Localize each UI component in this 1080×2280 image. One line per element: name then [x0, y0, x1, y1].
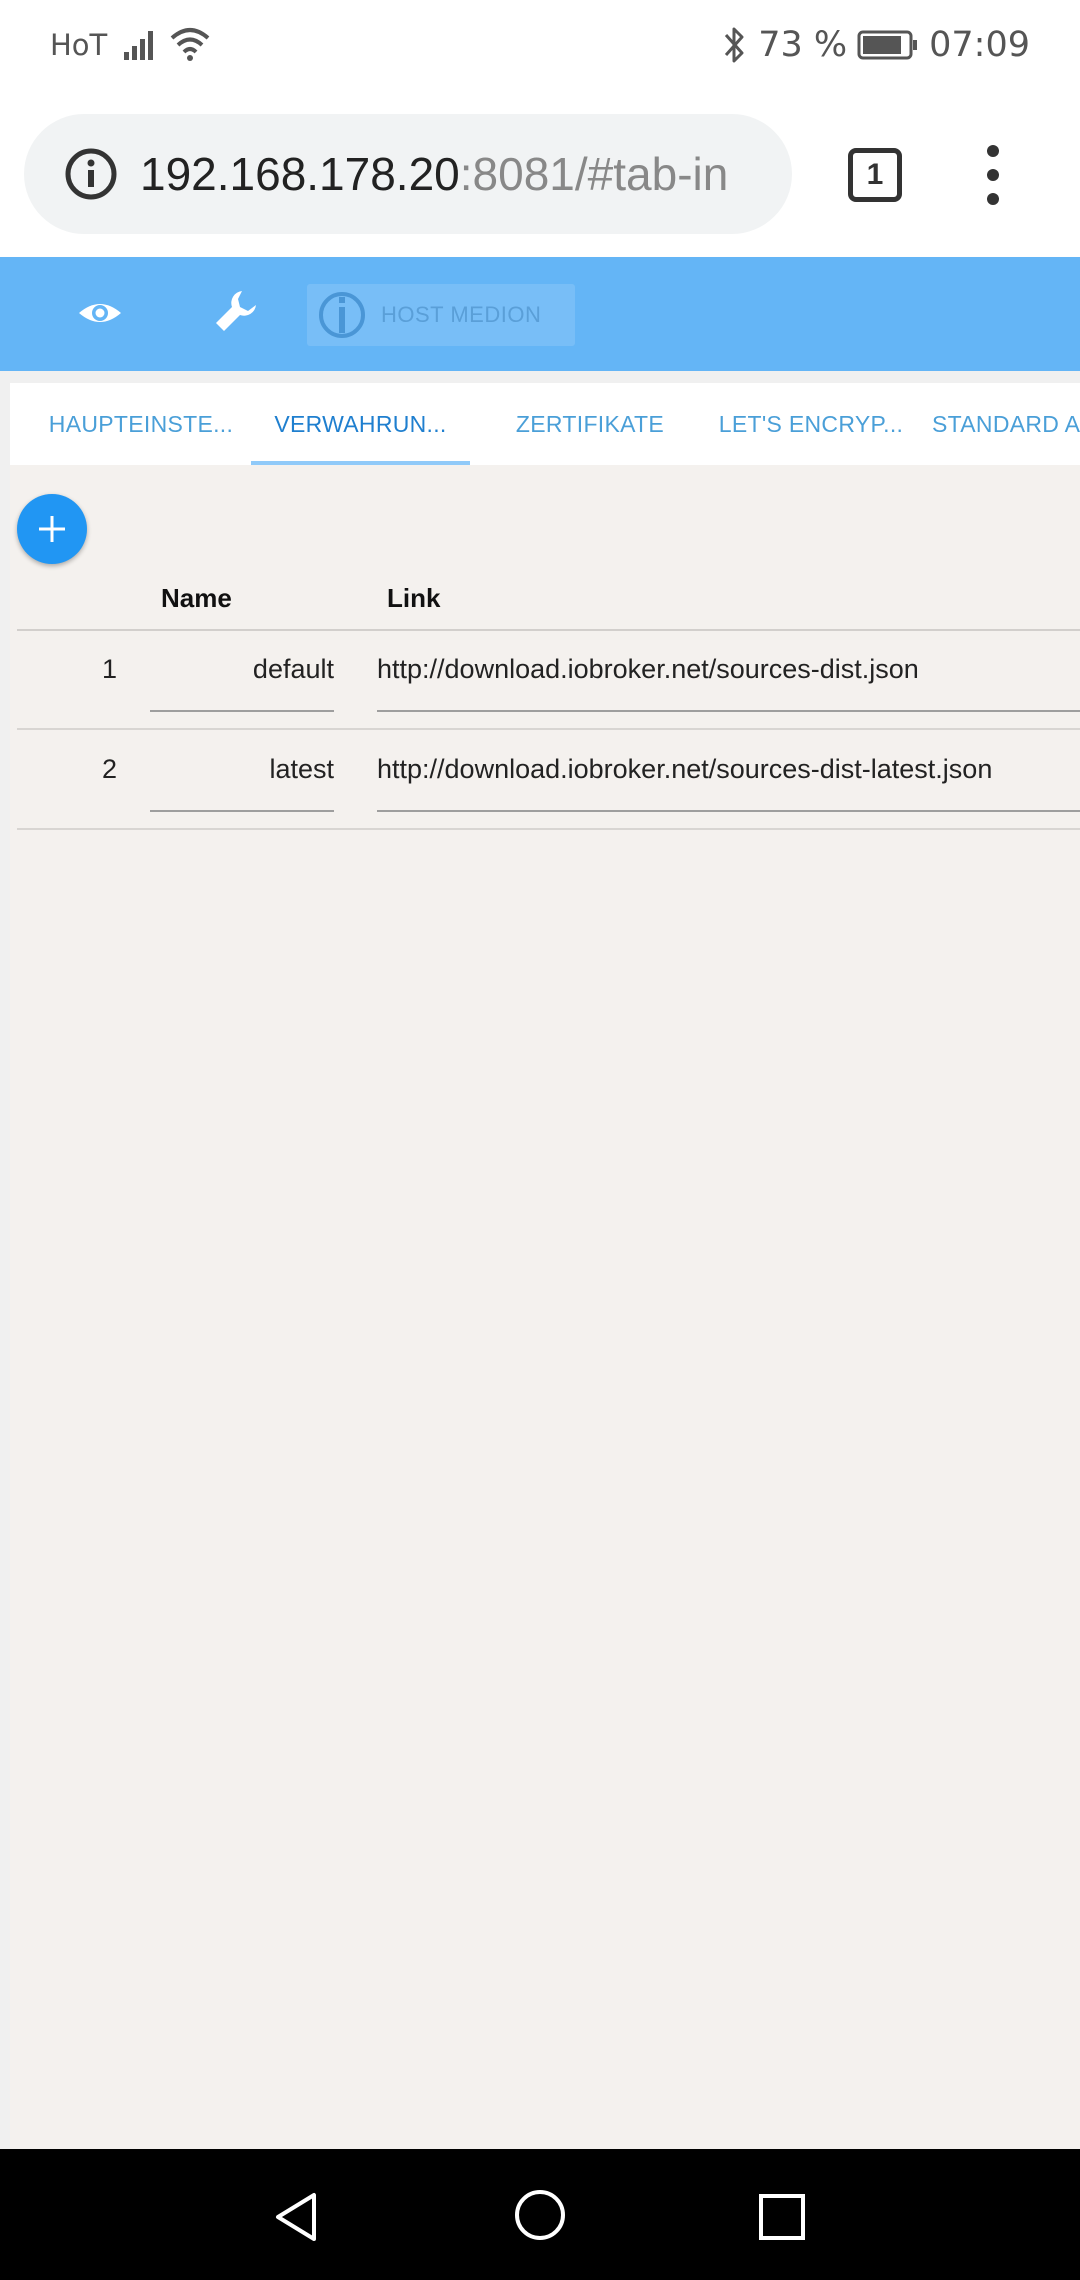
repo-name-field[interactable]: default — [252, 654, 334, 684]
tab-bar — [10, 383, 1080, 465]
table-row — [17, 630, 1080, 730]
back-icon[interactable] — [270, 2189, 326, 2245]
settings-panel — [10, 383, 1080, 2149]
battery-icon — [857, 29, 919, 61]
signal-icon — [122, 26, 158, 62]
eye-icon[interactable] — [76, 289, 124, 337]
info-icon[interactable] — [64, 147, 118, 201]
tab-zertifikate[interactable]: ZERTIFIKATE — [515, 410, 665, 437]
plus-icon — [37, 514, 67, 544]
url-text[interactable] — [140, 147, 728, 201]
wifi-icon — [168, 24, 212, 64]
column-header-name: Name — [161, 583, 232, 613]
url-host: 192.168.178.20 — [140, 148, 460, 200]
carrier-label: HoT — [50, 28, 108, 62]
battery-percent: 73 % — [758, 25, 848, 65]
app-toolbar — [0, 257, 1080, 371]
main-content — [0, 371, 1080, 2149]
status-right — [720, 22, 1030, 68]
tab-standard[interactable]: STANDARD A — [932, 410, 1080, 437]
tab-haupteinstellungen[interactable]: HAUPTEINSTE... — [48, 410, 234, 437]
row-number: 2 — [101, 754, 117, 784]
system-nav-bar — [0, 2149, 1080, 2280]
browser-toolbar — [0, 92, 1080, 257]
name-field-underline — [150, 810, 334, 812]
repo-link-field[interactable]: http://download.iobroker.net/sources-dist-latest.json — [377, 754, 993, 784]
url-path: :8081/#tab-in — [459, 148, 729, 200]
table-row — [17, 730, 1080, 830]
iobroker-logo-icon — [317, 290, 367, 340]
overflow-menu-icon[interactable] — [978, 142, 1008, 208]
row-divider — [17, 828, 1080, 830]
clock: 07:09 — [929, 25, 1030, 65]
address-bar[interactable] — [24, 114, 792, 234]
tab-switcher-button[interactable]: 1 — [848, 148, 902, 202]
recent-apps-icon[interactable] — [754, 2189, 810, 2245]
wrench-icon[interactable] — [212, 287, 260, 339]
host-label: HOST MEDION — [381, 302, 542, 327]
host-selector[interactable] — [307, 284, 575, 346]
link-field-underline — [377, 710, 1080, 712]
row-number: 1 — [101, 654, 117, 684]
tab-lets-encrypt[interactable]: LET'S ENCRYP... — [718, 410, 904, 437]
repo-link-field[interactable]: http://download.iobroker.net/sources-dist.json — [377, 654, 919, 684]
name-field-underline — [150, 710, 334, 712]
repo-name-field[interactable]: latest — [269, 754, 334, 784]
home-icon[interactable] — [512, 2187, 568, 2243]
link-field-underline — [377, 810, 1080, 812]
bluetooth-icon — [720, 25, 748, 65]
add-repository-button[interactable] — [17, 494, 87, 564]
active-tab-indicator — [251, 461, 470, 465]
column-header-link: Link — [387, 583, 441, 613]
status-bar — [0, 0, 1080, 92]
tab-verwahrung[interactable]: VERWAHRUN... — [274, 410, 447, 437]
